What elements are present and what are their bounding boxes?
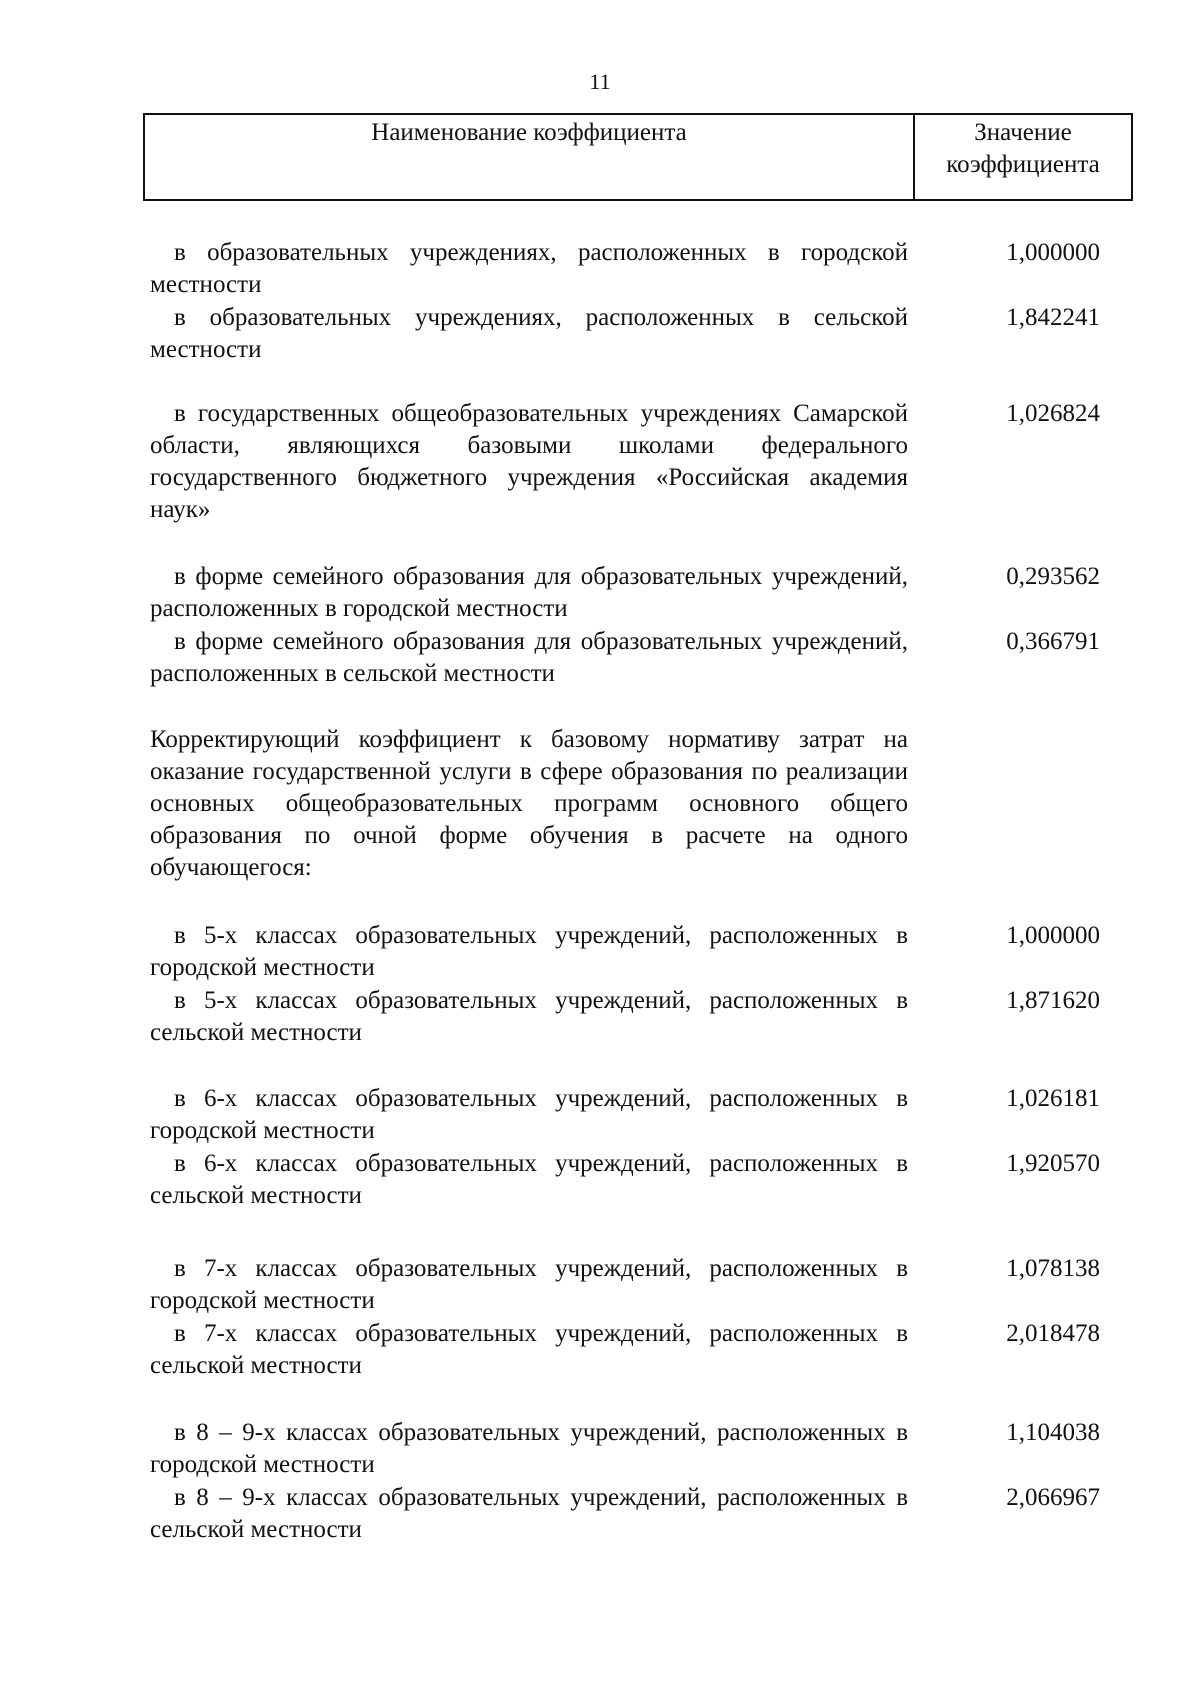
section-heading-text: Корректирующий коэффициент к базовому нормативу затрат на оказание государственной услуги в сфере образования по реализации основных общеобразовательных программ основного общего образования по очной форме обучения в расчете на одного обучающегося: [150, 726, 908, 881]
coefficient-value: 2,018478 [1006, 1320, 1100, 1347]
table-header [143, 113, 1133, 201]
coefficient-value: 1,842241 [1006, 304, 1100, 331]
header-value-line1: Значение [974, 119, 1072, 146]
coefficient-name: в форме семейного образования для образовательных учреждений, расположенных в сельской местности [150, 628, 908, 687]
coefficient-value: 1,871620 [1006, 987, 1100, 1014]
coefficient-value: 1,000000 [1006, 922, 1100, 949]
coefficient-value: 1,920570 [1006, 1150, 1100, 1177]
coefficient-name: в 5-х классах образовательных учреждений, расположенных в сельской местности [150, 987, 908, 1046]
coefficient-name: в государственных общеобразовательных учреждениях Самарской области, являющихся базовыми школами федерального государственного бюджетного учреждения «Российская академия наук» [150, 400, 908, 523]
coefficient-value: 0,293562 [1006, 563, 1100, 590]
coefficient-name: в 6-х классах образовательных учреждений, расположенных в сельской местности [150, 1150, 908, 1209]
coefficient-value: 2,066967 [1006, 1484, 1100, 1511]
coefficient-name: в 7-х классах образовательных учреждений, расположенных в городской местности [150, 1255, 908, 1314]
coefficient-name: в 6-х классах образовательных учреждений, расположенных в городской местности [150, 1085, 908, 1144]
coefficient-value: 1,000000 [1006, 239, 1100, 266]
header-value-column [915, 115, 1131, 199]
page-number: 11 [589, 69, 611, 94]
coefficient-name: в 8 – 9-х классах образовательных учреждений, расположенных в сельской местности [150, 1484, 908, 1543]
coefficient-value: 1,026824 [1006, 400, 1100, 427]
coefficient-name: в образовательных учреждениях, расположенных в сельской местности [150, 304, 908, 363]
coefficient-value: 0,366791 [1006, 628, 1100, 655]
coefficient-name: в 7-х классах образовательных учреждений, расположенных в сельской местности [150, 1320, 908, 1379]
coefficient-value: 1,104038 [1006, 1419, 1100, 1446]
header-name-column: Наименование коэффициента [145, 115, 915, 199]
coefficient-name: в 8 – 9-х классах образовательных учреждений, расположенных в городской местности [150, 1419, 908, 1478]
coefficient-name: в образовательных учреждениях, расположенных в городской местности [150, 239, 908, 298]
header-value-line2: коэффициента [946, 151, 1100, 178]
coefficient-value: 1,078138 [1006, 1255, 1100, 1282]
coefficient-name: в 5-х классах образовательных учреждений, расположенных в городской местности [150, 922, 908, 981]
coefficient-name: в форме семейного образования для образовательных учреждений, расположенных в городской местности [150, 563, 908, 622]
coefficient-value: 1,026181 [1006, 1085, 1100, 1112]
